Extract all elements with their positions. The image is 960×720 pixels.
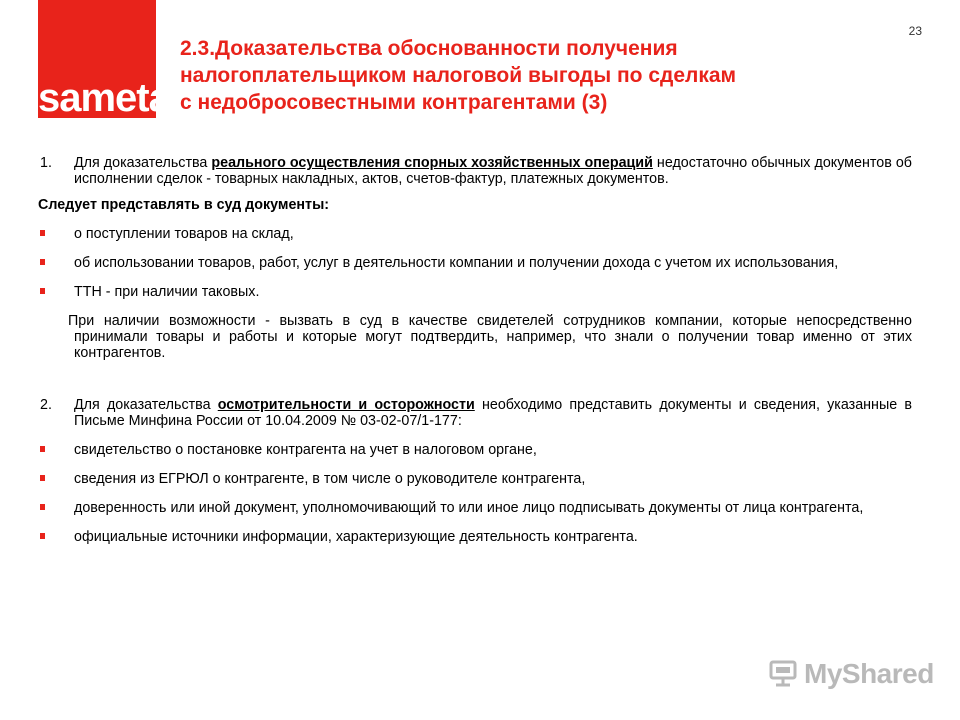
documents-heading: Следует представлять в суд документы: xyxy=(38,197,330,213)
company-logo xyxy=(38,0,170,120)
section-intro: Для доказательства xyxy=(74,397,211,413)
section-number: 2. xyxy=(40,397,52,413)
title-line: налогоплательщиком налоговой выгоды по сделкам xyxy=(180,64,737,87)
slide-title xyxy=(180,35,880,116)
page-number: 23 xyxy=(908,24,922,38)
list-item: свидетельство о постановке контрагента на учет в налоговом органе, xyxy=(38,442,912,458)
bullet-icon xyxy=(40,533,45,539)
slide-body xyxy=(38,155,912,545)
bullet-icon xyxy=(40,230,45,236)
list-item: сведения из ЕГРЮЛ о контрагенте, в том числе о руководителе контрагента, xyxy=(38,471,912,487)
bullet-icon xyxy=(40,288,45,294)
list-item: о поступлении товаров на склад, xyxy=(38,226,912,242)
presentation-icon xyxy=(768,658,798,688)
bullet-icon xyxy=(40,259,45,265)
section-text xyxy=(74,397,912,429)
list-item: об использовании товаров, работ, услуг в деятельности компании и получении дохода с учетом их использования, xyxy=(38,255,912,271)
section-text xyxy=(74,155,912,187)
list-item: официальные источники информации, характеризующие деятельность контрагента. xyxy=(38,529,912,545)
bullet-icon xyxy=(40,475,45,481)
section-number: 1. xyxy=(40,155,52,171)
section-emphasis: реального осуществления спорных хозяйственных операций xyxy=(211,155,653,171)
bullet-icon xyxy=(40,446,45,452)
section-2 xyxy=(38,397,912,429)
section-emphasis: осмотрительности и осторожности xyxy=(217,397,475,413)
watermark-text: MyShared xyxy=(804,658,934,689)
section-1 xyxy=(38,155,912,187)
title-line: с недобросовестными контрагентами (3) xyxy=(180,91,608,114)
watermark xyxy=(768,656,934,692)
section-intro: Для доказательства xyxy=(74,155,208,171)
witness-note: При наличии возможности - вызвать в суд в качестве свидетелей сотрудников компании, которые непосредственно принимали товары и работы и которые могут подтвердить, например, что знали о получении товар именно от этих контрагентов. xyxy=(68,313,912,361)
list-item: доверенность или иной документ, уполномочивающий то или иное лицо подписывать документы от лица контрагента, xyxy=(38,500,912,516)
list-item: ТТН - при наличии таковых. xyxy=(38,284,912,300)
logo-text: sameta xyxy=(38,76,170,120)
section-rest: недостаточно обычных документов об исполнении сделок - товарных накладных, актов, счетов-фактур, платежных документов. xyxy=(74,155,912,187)
section-rest: необходимо представить документы и сведения, указанные в Письме Минфина России от 10.04.2009 № 03-02-07/1-177: xyxy=(74,397,912,429)
bullet-icon xyxy=(40,504,45,510)
title-line: 2.3.Доказательства обоснованности получения xyxy=(180,37,678,60)
